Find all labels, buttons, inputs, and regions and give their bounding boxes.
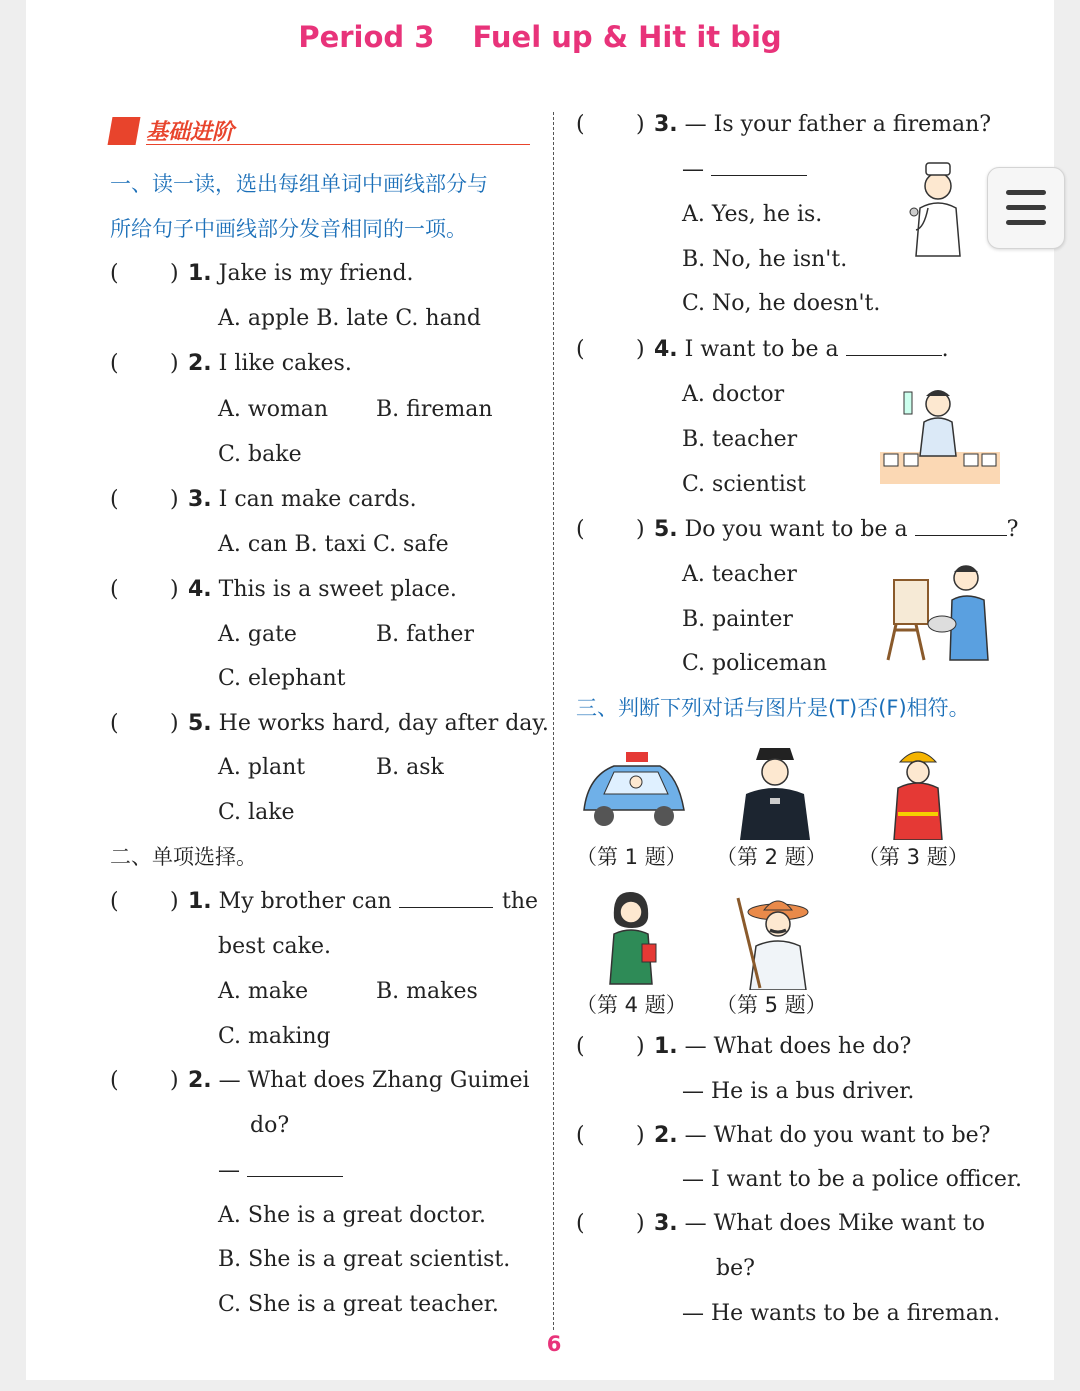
farmer-picture [732, 894, 812, 990]
fill-blank[interactable] [247, 1158, 343, 1177]
teacher-picture [596, 888, 666, 988]
p2-q1-cont: best cake. [218, 934, 332, 959]
policeman-picture [736, 742, 814, 840]
p2-q5-option-c: C. policeman [682, 651, 827, 676]
p1-q5-option-b: B. ask [376, 755, 444, 780]
p2-q5-option-a: A. teacher [682, 562, 797, 587]
period-label: Period 3 [298, 20, 435, 54]
p2-q3-answer: — [682, 156, 807, 184]
answer-blank[interactable]: ( [110, 889, 119, 914]
p1-q1: 1. Jake is my friend. [188, 261, 414, 286]
caption-3: （第 3 题） [858, 845, 969, 869]
answer-blank[interactable]: ( [576, 112, 585, 137]
answer-blank[interactable]: ( [576, 1034, 585, 1059]
answer-blank[interactable]: ( [110, 351, 119, 376]
page-title [0, 20, 1080, 54]
answer-blank[interactable]: ( [110, 711, 119, 736]
p3-q1-reply: — He is a bus driver. [682, 1079, 915, 1104]
fill-blank[interactable] [915, 517, 1007, 536]
painter-picture [880, 560, 998, 664]
scientist-picture [880, 384, 1000, 484]
p3-q3-cont: be? [716, 1256, 755, 1281]
p2-q4: 4. I want to be a . [654, 337, 949, 362]
p2-q2-option-b: B. She is a great scientist. [218, 1247, 511, 1272]
p1-q5-option-c: C. lake [218, 800, 295, 825]
fill-blank[interactable] [399, 889, 493, 908]
p2-q5: 5. Do you want to be a ? [654, 517, 1019, 542]
p2-q4-option-b: B. teacher [682, 427, 798, 452]
taxi-picture [578, 750, 688, 830]
caption-5: （第 5 题） [716, 993, 827, 1017]
p1-q4-option-c: C. elephant [218, 666, 346, 691]
p1-q5-option-a: A. plant [218, 755, 306, 780]
p2-q1-option-b: B. makes [376, 979, 478, 1004]
p1-q3-options: A. can B. taxi C. safe [218, 532, 449, 557]
p3-q3: 3. — What does Mike want to [654, 1211, 985, 1236]
caption-1: （第 1 题） [576, 845, 687, 869]
p2-q1-option-c: C. making [218, 1024, 331, 1049]
p1-q4-option-a: A. gate [218, 622, 297, 647]
p2-q4-option-c: C. scientist [682, 472, 806, 497]
p2-q3-option-b: B. No, he isn't. [682, 247, 848, 272]
p1-q5: 5. He works hard, day after day. [188, 711, 549, 736]
p2-q2: 2. — What does Zhang Guimei [188, 1068, 530, 1093]
p2-q3: 3. — Is your father a fireman? [654, 112, 992, 137]
part1-heading-line2: 所给句子中画线部分发音相同的一项。 [110, 217, 467, 241]
p2-q5-option-b: B. painter [682, 607, 793, 632]
fill-blank[interactable] [711, 157, 807, 176]
p1-q4-option-b: B. father [376, 622, 474, 647]
p2-q3-option-a: A. Yes, he is. [682, 202, 823, 227]
p2-q4-option-a: A. doctor [682, 382, 785, 407]
p2-q3-option-c: C. No, he doesn't. [682, 291, 881, 316]
p1-q2: 2. I like cakes. [188, 351, 352, 376]
p3-q1: 1. — What does he do? [654, 1034, 912, 1059]
part3-heading: 三、判断下列对话与图片是(T)否(F)相符。 [576, 696, 970, 720]
column-divider [553, 112, 554, 1330]
p1-q4: 4. This is a sweet place. [188, 577, 457, 602]
menu-icon [1006, 190, 1046, 195]
doctor-picture [902, 158, 974, 258]
p3-q2: 2. — What do you want to be? [654, 1123, 991, 1148]
p3-q3-reply: — He wants to be a fireman. [682, 1301, 1001, 1326]
p1-q2-option-a: A. woman [218, 397, 329, 422]
menu-button[interactable] [987, 167, 1065, 249]
answer-blank[interactable]: ( [576, 1123, 585, 1148]
p2-q1-end: the [502, 889, 539, 914]
p2-q1-option-a: A. make [218, 979, 309, 1004]
part1-heading-line1: 一、读一读，选出每组单词中画线部分与 [110, 172, 488, 196]
section-header: 基础进阶 [146, 120, 235, 145]
section-underline [146, 144, 530, 145]
p1-q2-option-b: B. fireman [376, 397, 493, 422]
p2-q2-option-c: C. She is a great teacher. [218, 1292, 499, 1317]
answer-blank[interactable]: ( [576, 337, 585, 362]
p1-q2-option-c: C. bake [218, 442, 302, 467]
answer-blank[interactable]: ( [576, 1211, 585, 1236]
p2-q2-option-a: A. She is a great doctor. [218, 1203, 486, 1228]
caption-2: （第 2 题） [716, 845, 827, 869]
answer-blank[interactable]: ( [110, 487, 119, 512]
p1-q1-options: A. apple B. late C. hand [218, 306, 481, 331]
answer-blank[interactable]: ( [110, 261, 119, 286]
answer-blank[interactable]: ( [110, 1068, 119, 1093]
answer-blank[interactable]: ( [576, 517, 585, 542]
fireman-picture [886, 742, 950, 840]
section-badge-icon [108, 117, 141, 145]
part2-heading: 二、单项选择。 [110, 845, 257, 869]
page-number: 6 [546, 1332, 562, 1356]
unit-title: Fuel up & Hit it big [472, 20, 782, 54]
p3-q2-reply: — I want to be a police officer. [682, 1167, 1022, 1192]
answer-blank[interactable]: ( [110, 577, 119, 602]
p2-q1: 1. My brother can [188, 888, 493, 916]
fill-blank[interactable] [846, 337, 942, 356]
p2-q2-answer: — [218, 1157, 343, 1185]
p2-q2-cont: do? [250, 1113, 290, 1138]
p1-q3: 3. I can make cards. [188, 487, 417, 512]
caption-4: （第 4 题） [576, 993, 687, 1017]
